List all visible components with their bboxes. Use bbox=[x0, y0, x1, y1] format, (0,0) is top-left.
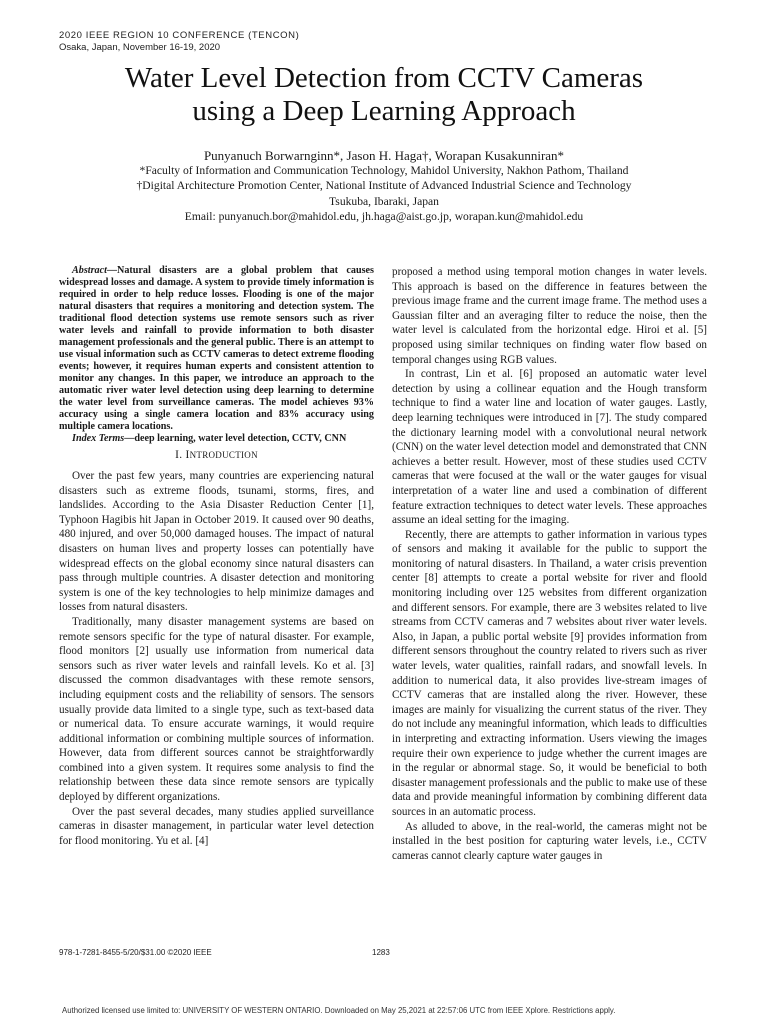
affiliation-2: †Digital Architecture Promotion Center, National Institute of Advanced Industrial Science and Technology bbox=[136, 179, 632, 193]
conference-location-date: Osaka, Japan, November 16-19, 2020 bbox=[59, 42, 221, 53]
paragraph-7: As alluded to above, in the real-world, the cameras might not be installed in the best position for capturing water levels, i.e., CCTV cameras cannot clearly capture water gauges in bbox=[392, 820, 707, 862]
title-line-2: using a Deep Learning Approach bbox=[192, 95, 576, 127]
paper-title bbox=[0, 62, 768, 128]
left-column bbox=[59, 265, 374, 848]
abstract bbox=[59, 265, 374, 433]
paragraph-3: Over the past several decades, many studies applied surveillance cameras in disaster management, in particular water level detection for flood monitoring. Yu et al. [4] bbox=[59, 805, 374, 847]
paragraph-4: proposed a method using temporal motion changes in water levels. This approach is based on the difference in features between the previous image frame and the current image frame. The method uses a Gaussian filter and an averaging filter to reduce the noise, then the water level is calculated from the horizontal edge. Hiroi et al. [5] proposed using similar techniques on finding water flow based on temporal changes using RGB values. bbox=[392, 266, 707, 366]
section-rest: NTRODUCTION bbox=[189, 450, 258, 460]
index-terms-text: —deep learning, water level detection, CCTV, CNN bbox=[124, 433, 347, 444]
conference-header bbox=[59, 30, 299, 54]
abstract-text: —Natural disasters are a global problem that causes widespread losses and damage. A system to provide timely information is required in order to help reduce losses. Flooding is one of the major natural disasters that requires a monitoring and detection system. The traditional flood detection systems use remote sensors such as river water levels and rainfall to provide information to both disaster management professionals and the general public. There is an attempt to use visual information such as CCTV cameras to detect extreme flooding events; however, it requires human experts and consistent attention to monitor any changes. In this paper, we introduce an approach to the automatic river water level detection using deep learning to determine the water level from surveillance cameras. The model achieves 93% accuracy using a single camera location and 83% accuracy using multiple camera locations. bbox=[59, 265, 374, 432]
title-line-1: Water Level Detection from CCTV Cameras bbox=[124, 62, 644, 94]
abstract-label: Abstract bbox=[72, 265, 107, 276]
paragraph-5: In contrast, Lin et al. [6] proposed an automatic water level detection by using a collinear equation and the Hough transform technique to find a water line and location of water gauges. Lastly, deep learning techniques were introduced in [7]. The study compared the dictionary learning model with a convolutional neural network (CNN) on the water level detection model and demonstrated that CNN achieves a better result. However, most of these studies used CCTV cameras that were focused at the wall or the water gauges for visual interpretation of a water line and used a combination of different feature extraction techniques to detect water levels. These approaches assume an ideal setting for the imaging. bbox=[392, 368, 707, 527]
license-notice: Authorized licensed use limited to: UNIVERSITY OF WESTERN ONTARIO. Downloaded on May 25,2021 at 22:57:06 UTC from IEEE Xplore. Restrictions apply. bbox=[62, 1006, 616, 1015]
paragraph-1: Over the past few years, many countries are experiencing natural disasters such as extreme floods, tsunami, storms, fires, and landslides. According to the Asia Disaster Reduction Center [1], Typhoon Hagibis hit Japan in October 2019. It caused over 90 deaths, 480 injured, and over 50,000 damaged houses. The impact of natural disasters on human lives and property losses can potentially have widespread effects on the global economy since natural disasters can pass through multiple countries. A disaster detection and monitoring system is one of the key technologies to help minimize damages and losses from natural disasters. bbox=[59, 470, 374, 614]
index-terms bbox=[59, 433, 374, 445]
author-list: Punyanuch Borwarnginn*, Jason H. Haga†, Worapan Kusakunniran* bbox=[203, 148, 565, 163]
section-initial: I bbox=[185, 449, 190, 461]
index-terms-label: Index Terms bbox=[72, 433, 125, 444]
affiliation-1: *Faculty of Information and Communication Technology, Mahidol University, Nakhon Pathom, Thailand bbox=[139, 164, 629, 177]
paragraph-6: Recently, there are attempts to gather information in various types of sensors and making it available for the public to support the monitoring of natural disasters. In Thailand, a water crisis prevention center [8] attempts to create a portal website for river and floold monitoring including over 125 websites from different organization and different sensors. For example, there are 3 websites related to live streams from CCTV cameras and 7 websites about river water levels. Also, in Japan, a public portal website [9] provides information from different sensors throughout the country related to rivers such as river water levels, water qualities, rainfall radars, and snowfall levels. In addition to numerical data, it also provides live-stream images of CCTV cameras that are installed along the river. However, these images are mainly for visualizing the current status of the river. They do not include any meaningful information, which leads to difficulties in interpreting and extracting information. Users viewing the images require their own experience to judge whether the current images are in the regular or abnormal stage. So, it would be beneficial to both disaster management professionals and the public to make use of these data and provide meaningful information by combining different data sources in an automatic process. bbox=[392, 528, 707, 818]
email-line: Email: punyanuch.bor@mahidol.edu, jh.haga@aist.go.jp, worapan.kun@mahidol.edu bbox=[184, 209, 584, 223]
right-column bbox=[392, 265, 707, 863]
conference-name: 2020 IEEE REGION 10 CONFERENCE (TENCON) bbox=[59, 30, 300, 41]
section-number: I. bbox=[175, 449, 186, 461]
section-heading bbox=[59, 448, 374, 463]
page-number: 1283 bbox=[372, 948, 390, 957]
paragraph-2: Traditionally, many disaster management systems are based on remote sensors specific for the type of natural disaster. For example, flood monitors [2] usually use information from numerical data sensors such as river water levels and rainfall levels. Ko et al. [3] discussed the common disadvantages with these remote sensors, including equipment costs and the reliability of sensors. The sensors usually provide data limited to a single type, such as text-based data or numerical data. To ensure accurate warnings, it would require additional information or combining multiple sources of information. However, data from different sources cannot be straightforwardly combined into a given system. It requires some analysis to find the relationship between these data since remote sensors are typically deployed by different organizations. bbox=[59, 615, 374, 804]
affiliations bbox=[0, 163, 768, 224]
isbn-footer: 978-1-7281-8455-5/20/$31.00 ©2020 IEEE bbox=[59, 948, 212, 957]
affiliation-3: Tsukuba, Ibaraki, Japan bbox=[329, 194, 439, 208]
